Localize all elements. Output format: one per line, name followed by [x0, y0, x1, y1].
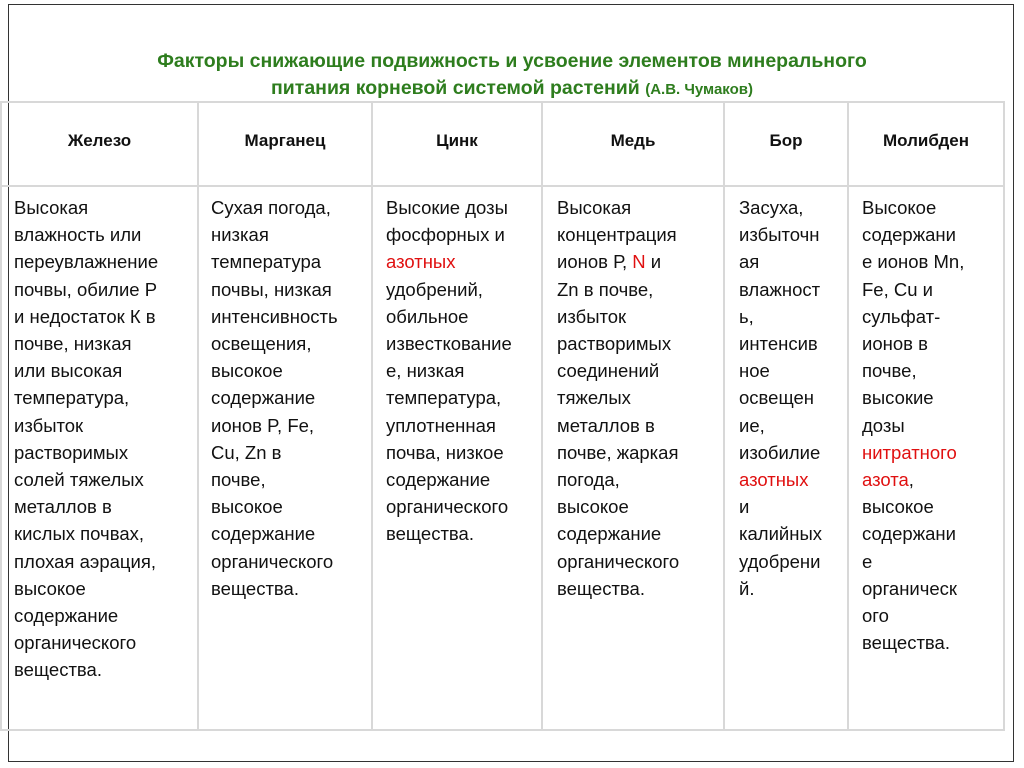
column-divider [371, 101, 373, 731]
cell-manganese: Сухая погода, низкая температура почвы, низкая интенсивность освещения, высокое содержание ионов P, Fe, Cu, Zn в почве, высокое содержание органического вещества. [211, 197, 338, 599]
cell-boron [739, 194, 847, 602]
header-copper: Медь [610, 131, 656, 150]
cell-molybdenum-highlight: нитратного азота [862, 441, 957, 491]
header-zinc: Цинк [436, 131, 478, 150]
header-molybdenum: Молибден [883, 131, 969, 150]
cell-copper-highlight: N [632, 251, 646, 273]
title-line-2-text: питания корневой системой растений [271, 77, 640, 99]
cell-iron: Высокая влажность или переувлажнение почвы, обилие Р и недостаток К в почве, низкая или высокая температура, избыток растворимых солей тяжелых металлов в кислых почвах, плохая аэрация, высокое содержание органического вещества. [14, 197, 159, 681]
cell-boron-highlight: азотных [739, 469, 809, 491]
header-boron: Бор [769, 131, 803, 150]
column-divider [541, 101, 543, 731]
table-border-bottom [0, 729, 1005, 731]
title-line-1: Факторы снижающие подвижность и усвоение элементов минерального [157, 50, 867, 72]
header-divider [0, 185, 1005, 187]
cell-boron-text-b: и калийных удобрени й. [739, 496, 823, 599]
table-border-top [0, 101, 1005, 103]
column-divider [723, 101, 725, 731]
cell-copper-text-a: Высокая концентрация ионов Р, [557, 197, 677, 273]
cell-molybdenum-text-b: , высокое содержани е органическ ого вещества. [862, 469, 958, 654]
slide-title [40, 48, 984, 103]
cell-molybdenum [862, 194, 1002, 656]
table-border-right [1003, 101, 1005, 731]
header-iron: Железо [67, 131, 132, 150]
cell-zinc-text-b: удобрений, обильное известкование е, низкая температура, уплотненная почва, низкое содержание органического вещества. [386, 278, 512, 545]
title-source: (А.В. Чумаков) [645, 81, 753, 98]
title-line-2 [40, 75, 984, 103]
cell-zinc-highlight: азотных [386, 251, 456, 273]
header-manganese: Марганец [244, 131, 326, 150]
cell-copper [557, 194, 721, 602]
cell-boron-text-a: Засуха, избыточн ая влажност ь, интенсив ное освещен ие, изобилие [739, 197, 821, 463]
column-divider [847, 101, 849, 731]
cell-copper-text-b: и Zn в почве, избыток растворимых соединений тяжелых металлов в почве, жаркая погода, высокое содержание органического вещества. [557, 251, 680, 599]
column-divider [197, 101, 199, 731]
table-border-left [0, 101, 2, 731]
cell-molybdenum-text-a: Высокое содержани е ионов Mn, Fe, Cu и сульфат- ионов в почве, высокие дозы [862, 197, 965, 436]
cell-zinc-text-a: Высокие дозы фосфорных и [386, 197, 508, 246]
cell-zinc [386, 194, 540, 548]
elements-table [0, 101, 1024, 731]
